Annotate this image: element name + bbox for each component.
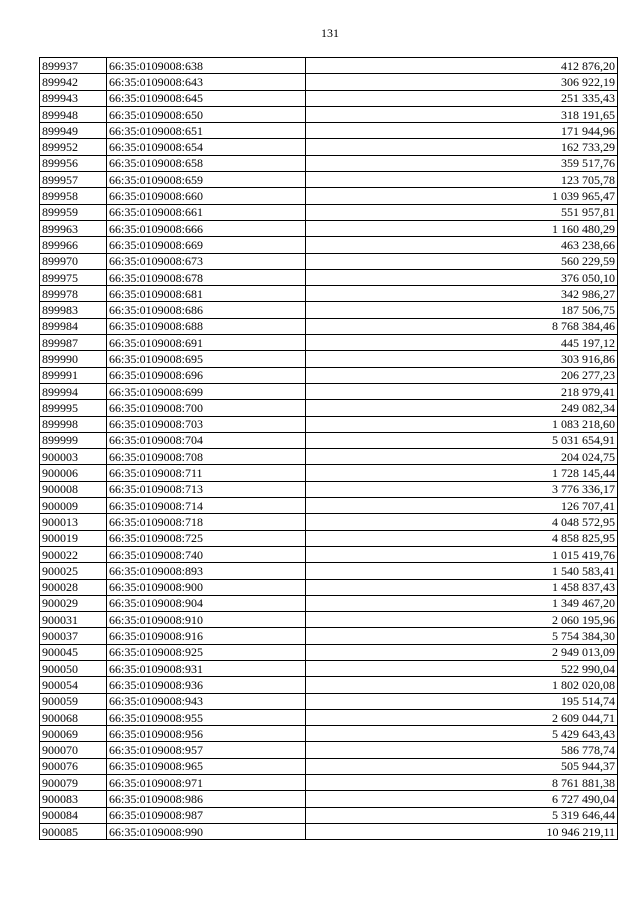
value-cell: 10 946 219,11 — [306, 823, 618, 839]
cadastral-number-cell: 66:35:0109008:740 — [107, 546, 306, 562]
table-row — [40, 498, 618, 514]
table-row — [40, 791, 618, 807]
cadastral-number-cell: 66:35:0109008:936 — [107, 677, 306, 693]
table-row — [40, 172, 618, 188]
cadastral-number-cell: 66:35:0109008:931 — [107, 660, 306, 676]
value-cell: 376 050,10 — [306, 269, 618, 285]
table-row — [40, 758, 618, 774]
table-row — [40, 383, 618, 399]
value-cell: 123 705,78 — [306, 172, 618, 188]
value-cell: 551 957,81 — [306, 204, 618, 220]
record-id-cell: 900076 — [40, 758, 107, 774]
value-cell: 3 776 336,17 — [306, 481, 618, 497]
table-row — [40, 775, 618, 791]
record-id-cell: 900079 — [40, 775, 107, 791]
value-cell: 4 048 572,95 — [306, 514, 618, 530]
record-id-cell: 899995 — [40, 400, 107, 416]
cadastral-number-cell: 66:35:0109008:673 — [107, 253, 306, 269]
cadastral-number-cell: 66:35:0109008:703 — [107, 416, 306, 432]
table-row — [40, 644, 618, 660]
cadastral-number-cell: 66:35:0109008:904 — [107, 595, 306, 611]
record-id-cell: 899957 — [40, 172, 107, 188]
cadastral-number-cell: 66:35:0109008:700 — [107, 400, 306, 416]
record-id-cell: 899983 — [40, 302, 107, 318]
cadastral-number-cell: 66:35:0109008:660 — [107, 188, 306, 204]
table-row — [40, 220, 618, 236]
cadastral-number-cell: 66:35:0109008:643 — [107, 74, 306, 90]
value-cell: 171 944,96 — [306, 123, 618, 139]
value-cell: 522 990,04 — [306, 660, 618, 676]
table-row — [40, 807, 618, 823]
cadastral-number-cell: 66:35:0109008:965 — [107, 758, 306, 774]
table-row — [40, 204, 618, 220]
record-id-cell: 899975 — [40, 269, 107, 285]
value-cell: 1 802 020,08 — [306, 677, 618, 693]
value-cell: 463 238,66 — [306, 237, 618, 253]
value-cell: 1 728 145,44 — [306, 465, 618, 481]
record-id-cell: 900031 — [40, 612, 107, 628]
record-id-cell: 900045 — [40, 644, 107, 660]
table-row — [40, 481, 618, 497]
cadastral-number-cell: 66:35:0109008:654 — [107, 139, 306, 155]
record-id-cell: 900022 — [40, 546, 107, 562]
record-id-cell: 899978 — [40, 286, 107, 302]
cadastral-number-cell: 66:35:0109008:688 — [107, 318, 306, 334]
value-cell: 412 876,20 — [306, 58, 618, 74]
record-id-cell: 899991 — [40, 367, 107, 383]
table-row — [40, 400, 618, 416]
record-id-cell: 899937 — [40, 58, 107, 74]
page-number: 131 — [321, 26, 339, 40]
value-cell: 5 754 384,30 — [306, 628, 618, 644]
value-cell: 1 160 480,29 — [306, 220, 618, 236]
table-row — [40, 709, 618, 725]
cadastral-number-cell: 66:35:0109008:957 — [107, 742, 306, 758]
table-row — [40, 90, 618, 106]
table-row — [40, 139, 618, 155]
record-id-cell: 899990 — [40, 351, 107, 367]
cadastral-number-cell: 66:35:0109008:987 — [107, 807, 306, 823]
cadastral-number-cell: 66:35:0109008:725 — [107, 530, 306, 546]
value-cell: 306 922,19 — [306, 74, 618, 90]
record-id-cell: 899987 — [40, 335, 107, 351]
cadastral-number-cell: 66:35:0109008:661 — [107, 204, 306, 220]
record-id-cell: 900085 — [40, 823, 107, 839]
table-row — [40, 514, 618, 530]
value-cell: 1 015 419,76 — [306, 546, 618, 562]
table-row — [40, 106, 618, 122]
record-id-cell: 900084 — [40, 807, 107, 823]
table-row — [40, 449, 618, 465]
record-id-cell: 899952 — [40, 139, 107, 155]
cadastral-number-cell: 66:35:0109008:990 — [107, 823, 306, 839]
value-cell: 2 609 044,71 — [306, 709, 618, 725]
cadastral-number-cell: 66:35:0109008:986 — [107, 791, 306, 807]
value-cell: 4 858 825,95 — [306, 530, 618, 546]
value-cell: 187 506,75 — [306, 302, 618, 318]
value-cell: 318 191,65 — [306, 106, 618, 122]
record-id-cell: 899994 — [40, 383, 107, 399]
table-row — [40, 612, 618, 628]
record-id-cell: 900068 — [40, 709, 107, 725]
record-id-cell: 899958 — [40, 188, 107, 204]
cadastral-number-cell: 66:35:0109008:638 — [107, 58, 306, 74]
registry-table — [39, 57, 618, 840]
value-cell: 5 319 646,44 — [306, 807, 618, 823]
table-row — [40, 742, 618, 758]
record-id-cell: 899949 — [40, 123, 107, 139]
record-id-cell: 899943 — [40, 90, 107, 106]
record-id-cell: 899963 — [40, 220, 107, 236]
value-cell: 1 083 218,60 — [306, 416, 618, 432]
cadastral-number-cell: 66:35:0109008:669 — [107, 237, 306, 253]
record-id-cell: 899948 — [40, 106, 107, 122]
value-cell: 204 024,75 — [306, 449, 618, 465]
record-id-cell: 900009 — [40, 498, 107, 514]
cadastral-number-cell: 66:35:0109008:916 — [107, 628, 306, 644]
record-id-cell: 899956 — [40, 155, 107, 171]
table-row — [40, 74, 618, 90]
value-cell: 249 082,34 — [306, 400, 618, 416]
value-cell: 1 458 837,43 — [306, 579, 618, 595]
cadastral-number-cell: 66:35:0109008:696 — [107, 367, 306, 383]
value-cell: 8 768 384,46 — [306, 318, 618, 334]
cadastral-number-cell: 66:35:0109008:971 — [107, 775, 306, 791]
table-row — [40, 465, 618, 481]
table-row — [40, 432, 618, 448]
value-cell: 560 229,59 — [306, 253, 618, 269]
table-row — [40, 563, 618, 579]
value-cell: 6 727 490,04 — [306, 791, 618, 807]
value-cell: 206 277,23 — [306, 367, 618, 383]
cadastral-number-cell: 66:35:0109008:900 — [107, 579, 306, 595]
value-cell: 586 778,74 — [306, 742, 618, 758]
cadastral-number-cell: 66:35:0109008:713 — [107, 481, 306, 497]
value-cell: 2 060 195,96 — [306, 612, 618, 628]
record-id-cell: 899998 — [40, 416, 107, 432]
cadastral-number-cell: 66:35:0109008:955 — [107, 709, 306, 725]
table-row — [40, 123, 618, 139]
table-row — [40, 237, 618, 253]
value-cell: 5 429 643,43 — [306, 726, 618, 742]
table-row — [40, 318, 618, 334]
value-cell: 5 031 654,91 — [306, 432, 618, 448]
cadastral-number-cell: 66:35:0109008:695 — [107, 351, 306, 367]
value-cell: 342 986,27 — [306, 286, 618, 302]
cadastral-number-cell: 66:35:0109008:711 — [107, 465, 306, 481]
record-id-cell: 900028 — [40, 579, 107, 595]
record-id-cell: 900003 — [40, 449, 107, 465]
cadastral-number-cell: 66:35:0109008:650 — [107, 106, 306, 122]
table-row — [40, 660, 618, 676]
cadastral-number-cell: 66:35:0109008:956 — [107, 726, 306, 742]
record-id-cell: 900029 — [40, 595, 107, 611]
table-row — [40, 693, 618, 709]
cadastral-number-cell: 66:35:0109008:691 — [107, 335, 306, 351]
cadastral-number-cell: 66:35:0109008:714 — [107, 498, 306, 514]
value-cell: 195 514,74 — [306, 693, 618, 709]
value-cell: 126 707,41 — [306, 498, 618, 514]
record-id-cell: 900070 — [40, 742, 107, 758]
cadastral-number-cell: 66:35:0109008:708 — [107, 449, 306, 465]
cadastral-number-cell: 66:35:0109008:943 — [107, 693, 306, 709]
cadastral-number-cell: 66:35:0109008:925 — [107, 644, 306, 660]
value-cell: 1 349 467,20 — [306, 595, 618, 611]
cadastral-number-cell: 66:35:0109008:645 — [107, 90, 306, 106]
cadastral-number-cell: 66:35:0109008:699 — [107, 383, 306, 399]
cadastral-number-cell: 66:35:0109008:678 — [107, 269, 306, 285]
table-row — [40, 335, 618, 351]
table-row — [40, 628, 618, 644]
cadastral-number-cell: 66:35:0109008:659 — [107, 172, 306, 188]
record-id-cell: 900025 — [40, 563, 107, 579]
table-row — [40, 188, 618, 204]
record-id-cell: 899942 — [40, 74, 107, 90]
record-id-cell: 899999 — [40, 432, 107, 448]
record-id-cell: 899966 — [40, 237, 107, 253]
value-cell: 1 540 583,41 — [306, 563, 618, 579]
record-id-cell: 899970 — [40, 253, 107, 269]
table-row — [40, 58, 618, 74]
cadastral-number-cell: 66:35:0109008:910 — [107, 612, 306, 628]
value-cell: 218 979,41 — [306, 383, 618, 399]
record-id-cell: 900037 — [40, 628, 107, 644]
table-row — [40, 677, 618, 693]
table-row — [40, 595, 618, 611]
table-row — [40, 530, 618, 546]
cadastral-number-cell: 66:35:0109008:651 — [107, 123, 306, 139]
record-id-cell: 900013 — [40, 514, 107, 530]
table-row — [40, 726, 618, 742]
record-id-cell: 900059 — [40, 693, 107, 709]
record-id-cell: 900050 — [40, 660, 107, 676]
record-id-cell: 900019 — [40, 530, 107, 546]
table-row — [40, 286, 618, 302]
table-row — [40, 546, 618, 562]
record-id-cell: 899984 — [40, 318, 107, 334]
table-row — [40, 823, 618, 839]
registry-table-body — [40, 58, 618, 840]
value-cell: 251 335,43 — [306, 90, 618, 106]
cadastral-number-cell: 66:35:0109008:666 — [107, 220, 306, 236]
record-id-cell: 900069 — [40, 726, 107, 742]
table-row — [40, 351, 618, 367]
table-row — [40, 416, 618, 432]
cadastral-number-cell: 66:35:0109008:704 — [107, 432, 306, 448]
record-id-cell: 900054 — [40, 677, 107, 693]
value-cell: 1 039 965,47 — [306, 188, 618, 204]
record-id-cell: 900083 — [40, 791, 107, 807]
table-row — [40, 367, 618, 383]
table-row — [40, 302, 618, 318]
value-cell: 8 761 881,38 — [306, 775, 618, 791]
value-cell: 445 197,12 — [306, 335, 618, 351]
cadastral-number-cell: 66:35:0109008:686 — [107, 302, 306, 318]
table-row — [40, 155, 618, 171]
table-row — [40, 269, 618, 285]
cadastral-number-cell: 66:35:0109008:658 — [107, 155, 306, 171]
value-cell: 505 944,37 — [306, 758, 618, 774]
value-cell: 359 517,76 — [306, 155, 618, 171]
value-cell: 303 916,86 — [306, 351, 618, 367]
cadastral-number-cell: 66:35:0109008:681 — [107, 286, 306, 302]
value-cell: 162 733,29 — [306, 139, 618, 155]
record-id-cell: 900006 — [40, 465, 107, 481]
record-id-cell: 899959 — [40, 204, 107, 220]
value-cell: 2 949 013,09 — [306, 644, 618, 660]
record-id-cell: 900008 — [40, 481, 107, 497]
cadastral-number-cell: 66:35:0109008:893 — [107, 563, 306, 579]
table-row — [40, 579, 618, 595]
cadastral-number-cell: 66:35:0109008:718 — [107, 514, 306, 530]
table-row — [40, 253, 618, 269]
